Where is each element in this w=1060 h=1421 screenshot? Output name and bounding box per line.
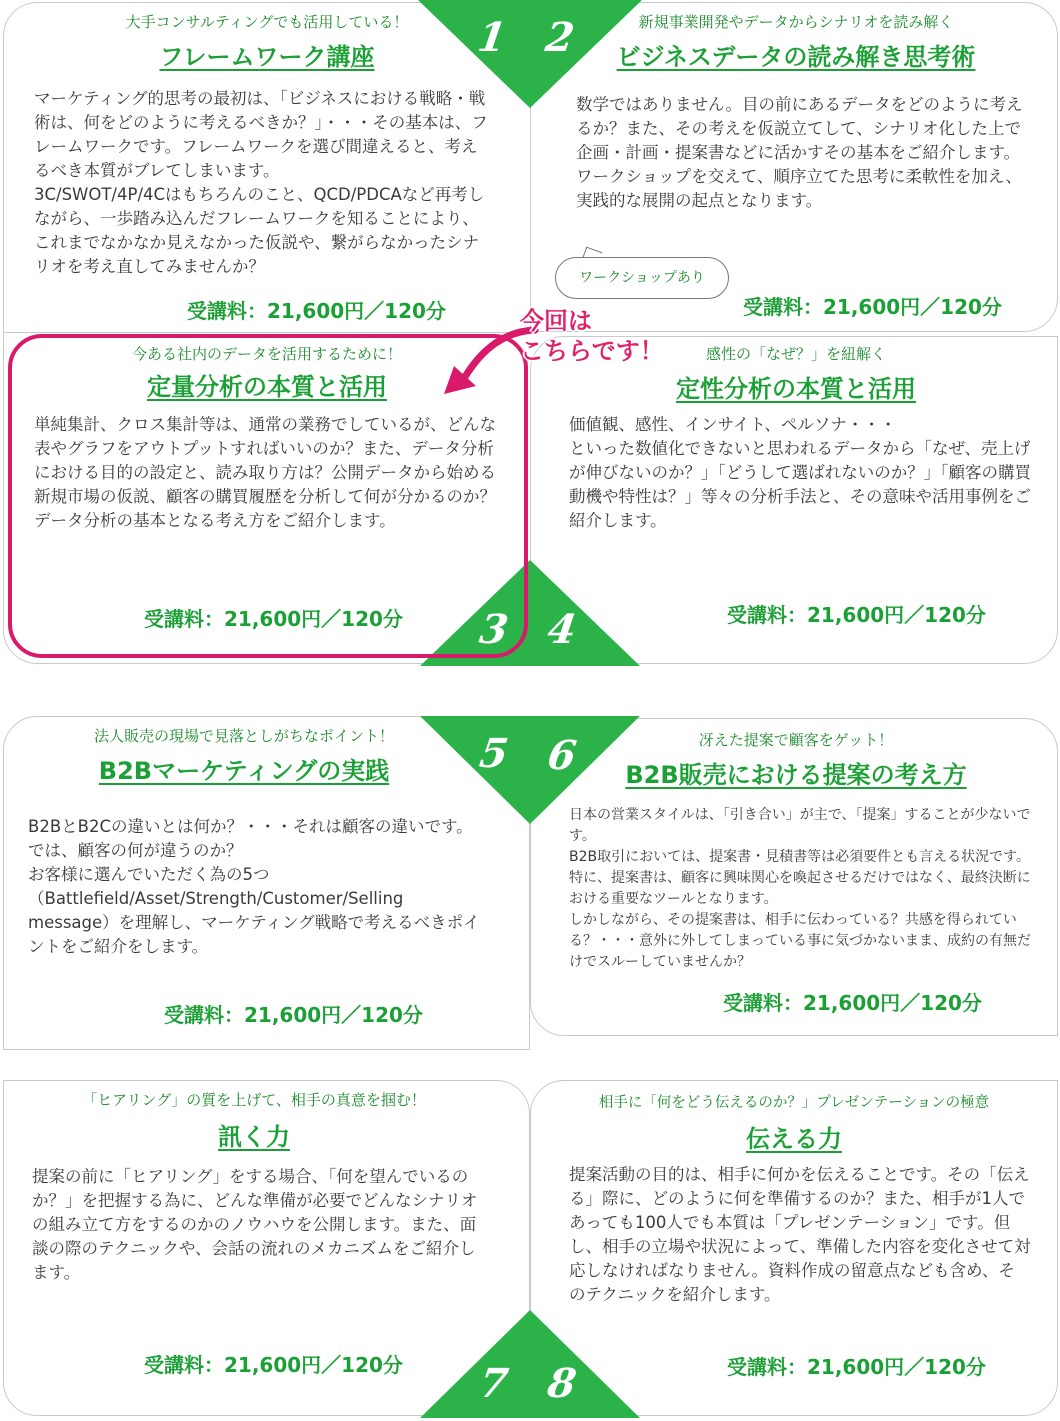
course-title: 定量分析の本質と活用 [147,373,387,401]
course-number: 2 [542,14,578,61]
course-description: 提案活動の目的は、相手に何かを伝えることです。その「伝える」際に、どのように何を準備するのか？また、相手が1人であっても100人でも本質は「プレゼンテーション」です。但し、相手の立場や状況によって、準備した内容を変化させて対応しなければなりません。資料作成の留意点なども含め、そのテクニックを紹介します。 [569,1165,1031,1304]
course-description: 数学ではありません。目の前にあるデータをどのように考えるか？また、その考えを仮説立てして、シナリオ化した上で企画・計画・提案書などに活かすその基本をご紹介します。 ワークショップを交えて、順序立てた思考に柔軟性を加え、実践的な展開の起点となります。 [576,95,1023,210]
course-tagline: 冴えた提案で顧客をゲット！ [698,731,894,749]
course-fee: 受講料：21,600円／120分 [187,299,446,323]
course-fee: 受講料：21,600円／120分 [723,991,982,1015]
course-fee: 受講料：21,600円／120分 [727,1355,986,1379]
course-tagline: 相手に「何をどう伝えるのか？」プレゼンテーションの極意 [598,1095,990,1111]
course-title: フレームワーク講座 [159,43,375,71]
course-fee: 受講料：21,600円／120分 [144,607,403,631]
course-title: 定性分析の本質と活用 [676,375,916,403]
course-title: ビジネスデータの読み解き思考術 [616,43,976,71]
course-number: 5 [476,730,512,777]
course-number: 6 [544,732,580,779]
number-triangle-1-2 [418,0,642,108]
course-fee: 受講料：21,600円／120分 [727,603,986,627]
course-fee: 受講料：21,600円／120分 [144,1353,403,1377]
course-fee: 受講料：21,600円／120分 [164,1003,423,1027]
course-tagline: 新規事業開発やデータからシナリオを読み解く [638,13,954,31]
course-title: 伝える力 [746,1125,842,1153]
course-number: 7 [476,1360,512,1407]
course-description: 単純集計、クロス集計等は、通常の業務でしているが、どんな表やグラフをアウトプットすればいいのか？また、データ分析における目的の設定と、読み取り方は？公開データから始める新規市場の仮説、顧客の購買履歴を分析して何が分かるのか？データ分析の基本となる考え方をご紹介します。 [34,415,496,530]
course-tagline: 感性の「なぜ？」を紐解く [705,345,886,363]
course-description: 提案の前に「ヒアリング」をする場合、「何を望んでいるのか？」を把握する為に、どんな準備が必要でどんなシナリオの組み立て方をするのかのノウハウを公開します。また、面談の際のテクニックや、会話の流れのメカニズムをご紹介します。 [32,1167,478,1282]
course-description: 価値観、感性、インサイト、ペルソナ・・・ といった数値化できないと思われるデータから「なぜ、売上げが伸びないのか？」「どうして選ばれないのか？」「顧客の購買動機や特性は？」等々の分析手法と、その意味や活用事例をご紹介します。 [569,415,1031,530]
course-description: B2BとB2Cの違いとは何か？・・・それは顧客の違いです。では、顧客の何が違うのか？ お客様に選んでいただく為の5つ（Battlefield/Asset/Strength/Customer/Selling message）を理解し、マーケティング戦略で考えるべきポイントをご紹介をします。 [28,817,480,956]
number-triangle-5-6 [420,716,640,824]
course-tagline: 大手コンサルティングでも活用している！ [125,13,409,31]
course-title: B2B販売における提案の考え方 [625,761,967,789]
course-fee: 受講料：21,600円／120分 [743,295,1002,319]
course-tagline: 今ある社内のデータを活用するために！ [131,345,402,363]
workshop-badge: ワークショップあり [555,257,729,299]
course-tagline: 「ヒアリング」の質を上げて、相手の真意を掴む！ [82,1091,426,1109]
current-course-callout: 今回は こちらです！ [520,307,664,365]
course-number: 1 [474,14,510,61]
number-triangle-7-8 [420,1310,640,1418]
course-description: 日本の営業スタイルは、「引き合い」が主で、「提案」することが少ないです。 B2B取引においては、提案書・見積書等は必須要件とも言える状況です。特に、提案書は、顧客に興味関心を喚起させるだけではなく、最終決断における重要なツールとなります。 しかしながら、その提案書は、相手に伝わっている？共感を得られている？・・・意外に外してしまっている事に気づかないまま、成約の有無だけでスルーしていませんか？ [569,807,1031,970]
course-description: マーケティング的思考の最初は、「ビジネスにおける戦略・戦術は、何をどのように考えるべきか？」・・・その基本は、フレームワークです。フレームワークを選び間違えると、考えるべき本質がブレてしまいます。 3C/SWOT/4P/4Cはもちろんのこと、QCD/PDCAなど再考しながら、一歩踏み込んだフレームワークを知ることにより、これまでなかなか見えなかった仮説や、繋がらなかったシナリオを考え直してみませんか？ [34,89,488,276]
course-number: 4 [544,606,580,653]
course-title: B2Bマーケティングの実践 [98,757,390,785]
course-number: 8 [544,1360,580,1407]
course-tagline: 法人販売の現場で見落としがちなポイント！ [93,727,394,745]
course-number: 3 [476,606,512,653]
course-title: 訊く力 [218,1123,290,1151]
